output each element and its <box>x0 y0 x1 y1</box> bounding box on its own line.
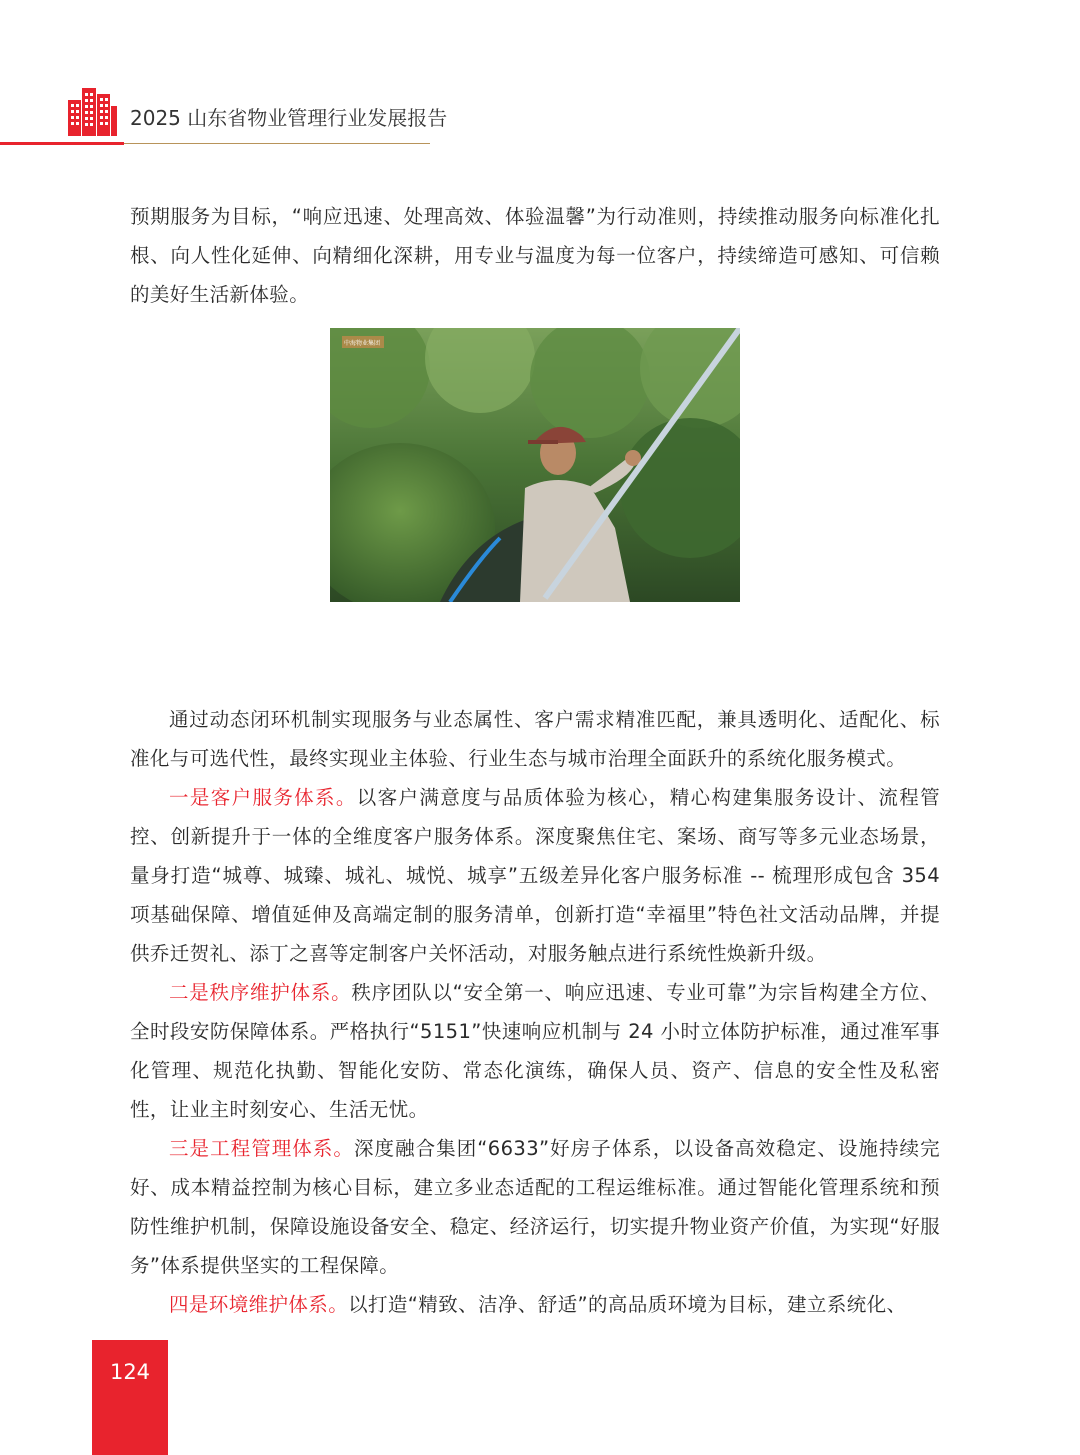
paragraph-service-model: 通过动态闭环机制实现服务与业态属性、客户需求精准匹配，兼具透明化、适配化、标准化与可选代性，最终实现业主体验、行业生态与城市治理全面跃升的系统化服务模式。 <box>130 708 940 770</box>
report-title: 2025 山东省物业管理行业发展报告 <box>130 106 448 130</box>
text-customer-service: 以客户满意度与品质体验为核心，精心构建集服务设计、流程管控、创新提升于一体的全维度客户服务体系。深度聚焦住宅、案场、商写等多元业态场景，量身打造“城尊、城臻、城礼、城悦、城享”五级差异化客户服务标准 -- 梳理形成包含 354 项基础保障、增值延伸及高端定制的服务清单，创新打造“幸福里”特色社文活动品牌，并提供乔迁贺礼、添丁之喜等定制客户关怀活动，对服务触点进行系统性焕新升级。 <box>130 786 940 965</box>
header-rule-gold <box>124 143 430 144</box>
photo-watermark: 中海物业集团 <box>344 340 381 347</box>
worker-photo <box>330 328 740 602</box>
heading-customer-service: 一是客户服务体系。 <box>169 786 357 809</box>
paragraph-environment <box>130 1285 940 1324</box>
text-order-maintenance: 秩序团队以“安全第一、响应迅速、专业可靠”为宗旨构建全方位、全时段安防保障体系。严格执行“5151”快速响应机制与 24 小时立体防护标准，通过准军事化管理、规范化执勤、智能化安防、常态化演练，确保人员、资产、信息的安全性及私密性，让业主时刻安心、生活无忧。 <box>130 981 940 1121</box>
page-header <box>0 80 1080 150</box>
building-logo-icon <box>66 86 118 136</box>
page-number: 124 <box>109 1360 151 1384</box>
heading-order-maintenance: 二是秩序维护体系。 <box>169 981 352 1004</box>
paragraph-engineering <box>130 1129 940 1285</box>
page-number-box <box>92 1340 168 1455</box>
paragraph-intro-continued: 预期服务为目标，“响应迅速、处理高效、体验温馨”为行动准则，持续推动服务向标准化扎根、向人性化延伸、向精细化深耕，用专业与温度为每一位客户，持续缔造可感知、可信赖的美好生活新体验。 <box>130 205 940 306</box>
paragraph-customer-service <box>130 778 940 973</box>
header-rule-red <box>0 142 124 145</box>
heading-environment: 四是环境维护体系。 <box>169 1293 349 1316</box>
heading-engineering: 三是工程管理体系。 <box>169 1137 354 1160</box>
text-environment: 以打造“精致、洁净、舒适”的高品质环境为目标，建立系统化、 <box>348 1293 907 1316</box>
text-engineering: 深度融合集团“6633”好房子体系，以设备高效稳定、设施持续完好、成本精益控制为核心目标，建立多业态适配的工程运维标准。通过智能化管理系统和预防性维护机制，保障设施设备安全、稳定、经济运行，切实提升物业资产价值，为实现“好服务”体系提供坚实的工程保障。 <box>130 1137 940 1277</box>
paragraph-order-maintenance <box>130 973 940 1129</box>
